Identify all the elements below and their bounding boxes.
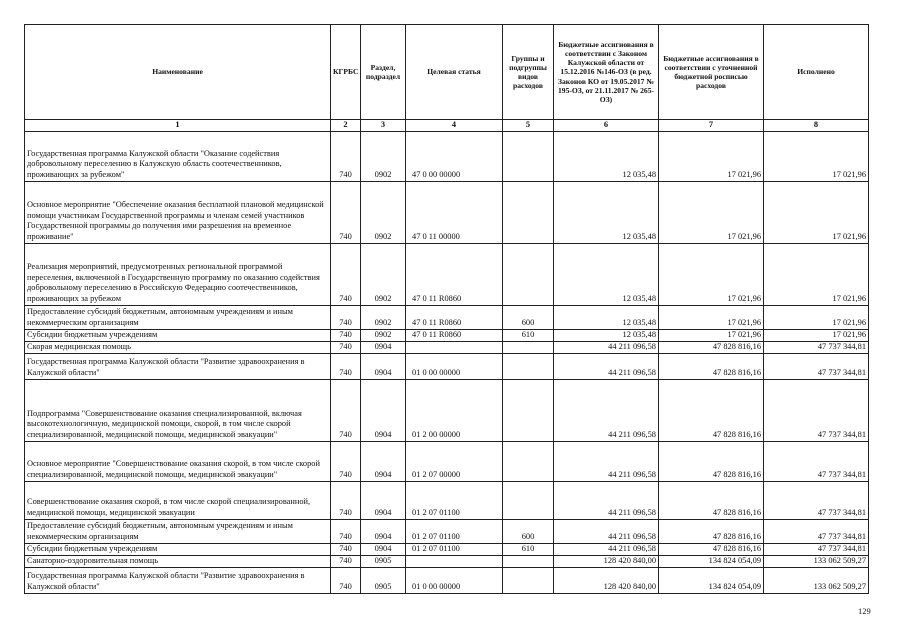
row-kgrbs: 740 [331,519,361,543]
column-number-row [25,120,869,132]
row-budget-refined: 47 828 816,16 [659,481,764,519]
row-section: 0904 [361,379,406,441]
row-executed: 17 021,96 [764,243,869,305]
row-budget-refined: 47 828 816,16 [659,441,764,481]
row-executed: 17 021,96 [764,131,869,181]
row-kgrbs: 740 [331,341,361,353]
row-budget-refined: 17 021,96 [659,243,764,305]
row-budget-law: 44 211 096,58 [554,379,659,441]
row-section: 0904 [361,481,406,519]
row-name: Субсидии бюджетным учреждениям [25,329,331,341]
header-section: Раздел, подраздел [361,25,406,120]
row-section: 0904 [361,543,406,555]
row-budget-refined: 47 828 816,16 [659,543,764,555]
row-name: Основное мероприятие "Обеспечение оказания бесплатной плановой медицинской помощи участникам Государственной программы и членам семей участников Государственной программы до получения ими разрешения на временное проживание" [25,181,331,243]
row-target: 47 0 11 R0860 [406,305,503,329]
row-group [503,441,554,481]
row-section: 0904 [361,519,406,543]
row-target: 01 2 00 00000 [406,379,503,441]
table-body [25,131,869,593]
row-kgrbs: 740 [331,379,361,441]
table-row [25,567,869,593]
col-number: 8 [764,120,869,132]
table-row [25,353,869,379]
row-executed: 17 021,96 [764,305,869,329]
row-name: Санаторно-оздоровительная помощь [25,555,331,567]
row-kgrbs: 740 [331,243,361,305]
row-target: 01 2 07 01100 [406,543,503,555]
row-name: Субсидии бюджетным учреждениям [25,543,331,555]
row-section: 0902 [361,181,406,243]
row-executed: 47 737 344,81 [764,353,869,379]
col-number: 4 [406,120,503,132]
row-budget-law: 128 420 840,00 [554,567,659,593]
row-section: 0902 [361,305,406,329]
row-budget-law: 44 211 096,58 [554,353,659,379]
row-target: 47 0 11 R0860 [406,243,503,305]
row-group [503,181,554,243]
row-group: 600 [503,305,554,329]
budget-table [24,24,869,594]
header-col6: Бюджетные ассигнования в соответствии с Законом Калужской области от 15.12.2016 №146-ОЗ (в ред. Законов КО от 19.05.2017 № 195-ОЗ, от 21.11.2017 № 265-ОЗ) [554,25,659,120]
page-number: 129 [858,606,871,616]
row-group [503,379,554,441]
row-name: Совершенствование оказания скорой, в том числе скорой специализированной, медицинской помощи, медицинской эвакуации [25,481,331,519]
row-target: 01 2 07 01100 [406,481,503,519]
table-row [25,519,869,543]
row-budget-law: 44 211 096,58 [554,543,659,555]
row-budget-law: 44 211 096,58 [554,481,659,519]
row-section: 0905 [361,555,406,567]
table-row [25,441,869,481]
row-target: 01 2 07 00000 [406,441,503,481]
table-row [25,131,869,181]
row-target: 01 0 00 00000 [406,567,503,593]
row-target: 01 2 07 01100 [406,519,503,543]
col-number: 3 [361,120,406,132]
row-target [406,555,503,567]
row-budget-law: 12 035,48 [554,243,659,305]
row-target: 47 0 11 R0860 [406,329,503,341]
row-group: 610 [503,329,554,341]
row-group [503,567,554,593]
row-kgrbs: 740 [331,305,361,329]
col-number: 7 [659,120,764,132]
row-section: 0904 [361,353,406,379]
row-kgrbs: 740 [331,181,361,243]
row-target: 47 0 11 00000 [406,181,503,243]
row-executed: 47 737 344,81 [764,519,869,543]
col-number: 6 [554,120,659,132]
row-budget-law: 44 211 096,58 [554,441,659,481]
row-executed: 133 062 509,27 [764,567,869,593]
row-group [503,243,554,305]
row-section: 0902 [361,131,406,181]
table-row [25,305,869,329]
header-target: Целевая статья [406,25,503,120]
row-kgrbs: 740 [331,441,361,481]
col-number: 5 [503,120,554,132]
row-budget-refined: 17 021,96 [659,305,764,329]
header-col8: Исполнено [764,25,869,120]
row-name: Государственная программа Калужской области "Оказание содействия добровольному переселению в Калужскую область соотечественников, проживающих за рубежом" [25,131,331,181]
row-name: Предоставление субсидий бюджетным, автономным учреждениям и иным некоммерческим организациям [25,519,331,543]
row-group [503,341,554,353]
row-target: 01 0 00 00000 [406,353,503,379]
col-number: 1 [25,120,331,132]
table-row [25,379,869,441]
row-kgrbs: 740 [331,131,361,181]
row-budget-refined: 17 021,96 [659,329,764,341]
row-section: 0905 [361,567,406,593]
table-row [25,543,869,555]
row-section: 0904 [361,441,406,481]
row-kgrbs: 740 [331,481,361,519]
row-group: 610 [503,543,554,555]
row-name: Скорая медицинская помощь [25,341,331,353]
header-col7: Бюджетные ассигнования в соответствии с уточненной бюджетной росписью расходов [659,25,764,120]
header-row [25,25,869,120]
row-executed: 47 737 344,81 [764,481,869,519]
table-row [25,181,869,243]
row-executed: 47 737 344,81 [764,379,869,441]
row-target [406,341,503,353]
row-executed: 17 021,96 [764,181,869,243]
row-kgrbs: 740 [331,543,361,555]
row-group: 600 [503,519,554,543]
row-section: 0904 [361,341,406,353]
row-budget-refined: 47 828 816,16 [659,379,764,441]
row-name: Предоставление субсидий бюджетным, автономным учреждениям и иным некоммерческим организациям [25,305,331,329]
row-name: Подпрограмма "Совершенствование оказания специализированной, включая высокотехнологичную, медицинской помощи, скорой, в том числе скорой специализированной, медицинской помощи, медицинской эвакуации" [25,379,331,441]
row-budget-law: 12 035,48 [554,329,659,341]
row-budget-refined: 47 828 816,16 [659,353,764,379]
row-budget-law: 44 211 096,58 [554,341,659,353]
row-group [503,131,554,181]
row-name: Государственная программа Калужской области "Развитие здравоохранения в Калужской области" [25,567,331,593]
row-kgrbs: 740 [331,329,361,341]
header-kgrbs: КГРБС [331,25,361,120]
row-section: 0902 [361,243,406,305]
row-budget-law: 12 035,48 [554,181,659,243]
row-group [503,555,554,567]
row-kgrbs: 740 [331,353,361,379]
table-row [25,341,869,353]
row-kgrbs: 740 [331,567,361,593]
row-budget-law: 12 035,48 [554,131,659,181]
col-number: 2 [331,120,361,132]
row-budget-refined: 47 828 816,16 [659,519,764,543]
row-section: 0902 [361,329,406,341]
row-kgrbs: 740 [331,555,361,567]
row-executed: 47 737 344,81 [764,441,869,481]
row-budget-law: 12 035,48 [554,305,659,329]
table-row [25,555,869,567]
row-target: 47 0 00 00000 [406,131,503,181]
table-row [25,481,869,519]
row-name: Реализация мероприятий, предусмотренных региональной программой переселения, включенной в Государственную программу по оказанию содействия добровольному переселению в Российскую Федерацию соотечественников, проживающих за рубежом [25,243,331,305]
row-group [503,481,554,519]
row-executed: 47 737 344,81 [764,341,869,353]
row-budget-refined: 47 828 816,16 [659,341,764,353]
row-executed: 17 021,96 [764,329,869,341]
row-budget-refined: 134 824 054,09 [659,555,764,567]
row-budget-law: 128 420 840,00 [554,555,659,567]
row-budget-refined: 17 021,96 [659,131,764,181]
row-budget-law: 44 211 096,58 [554,519,659,543]
row-group [503,353,554,379]
header-name: Наименование [25,25,331,120]
row-budget-refined: 17 021,96 [659,181,764,243]
row-executed: 47 737 344,81 [764,543,869,555]
table-row [25,329,869,341]
header-group: Группы и подгруппы видов расходов [503,25,554,120]
row-executed: 133 062 509,27 [764,555,869,567]
row-name: Государственная программа Калужской области "Развитие здравоохранения в Калужской области" [25,353,331,379]
table-row [25,243,869,305]
row-name: Основное мероприятие "Совершенствование оказания скорой, в том числе скорой специализированной, медицинской помощи, медицинской эвакуации" [25,441,331,481]
row-budget-refined: 134 824 054,09 [659,567,764,593]
